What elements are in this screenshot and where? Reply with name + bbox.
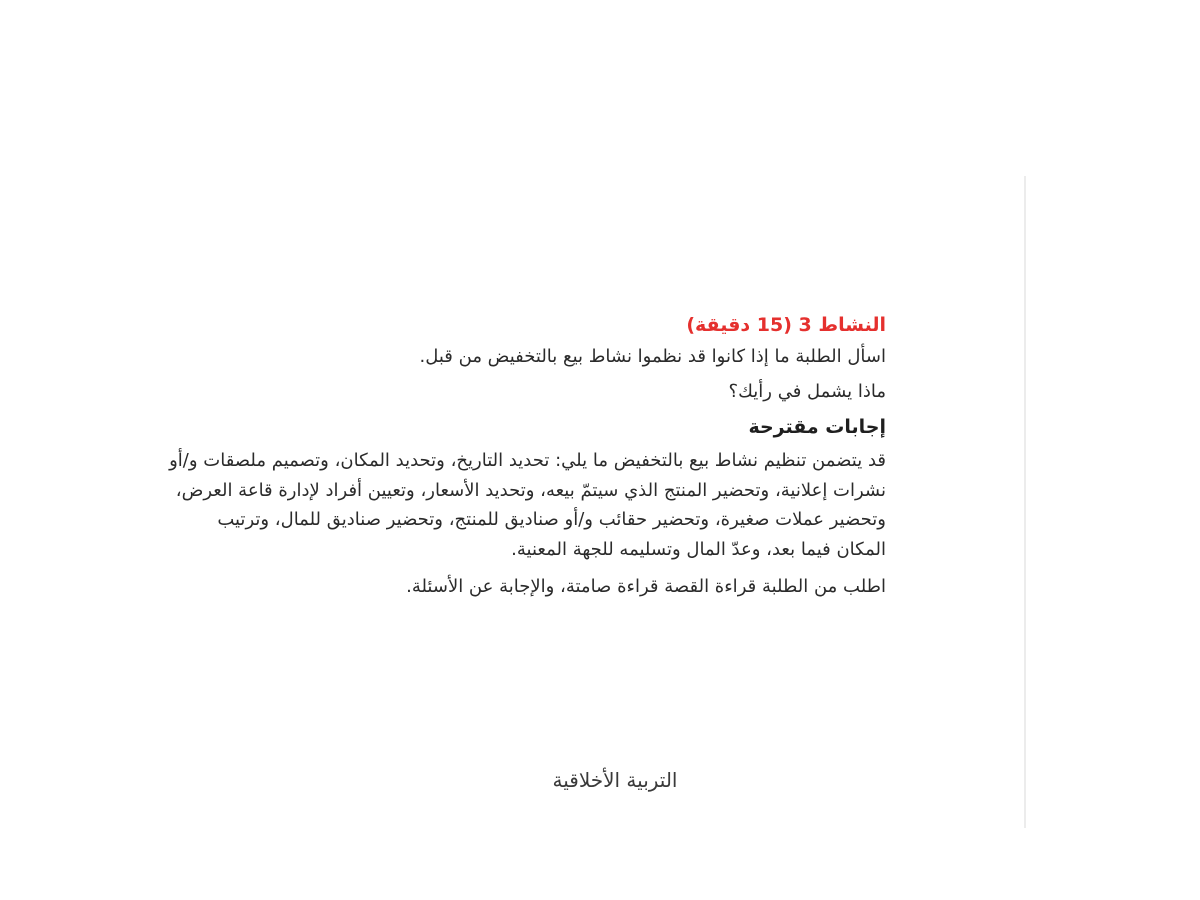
question-paragraph: ماذا يشمل في رأيك؟ — [728, 381, 886, 402]
page-edge-divider — [1024, 176, 1026, 828]
activity-title: النشاط 3 (15 دقيقة) — [686, 314, 886, 336]
suggested-answers-text: قد يتضمن تنظيم نشاط بيع بالتخفيض ما يلي: تحديد التاريخ، وتحديد المكان، وتصميم ملصقات و/أو نشرات إعلانية، وتحضير المنتج الذي سيتمّ بيعه، وتحديد الأسعار، وتعيين أفراد لإدارة قاعة العرض، وتحضير عملات صغيرة، وتحضير حقائب و/أو صناديق للمنتج، وتحضير صناديق للمال، وترتيب المكان فيما بعد، وعدّ المال وتسليمه للجهة المعنية. — [169, 450, 886, 560]
suggested-answers-heading: إجابات مقترحة — [748, 416, 886, 438]
page-footer-subject: التربية الأخلاقية — [552, 768, 678, 792]
instruction-paragraph: اسأل الطلبة ما إذا كانوا قد نظموا نشاط بيع بالتخفيض من قبل. — [419, 346, 886, 367]
closing-instruction: اطلب من الطلبة قراءة القصة قراءة صامتة، والإجابة عن الأسئلة. — [406, 576, 886, 597]
activity-content — [150, 310, 886, 607]
